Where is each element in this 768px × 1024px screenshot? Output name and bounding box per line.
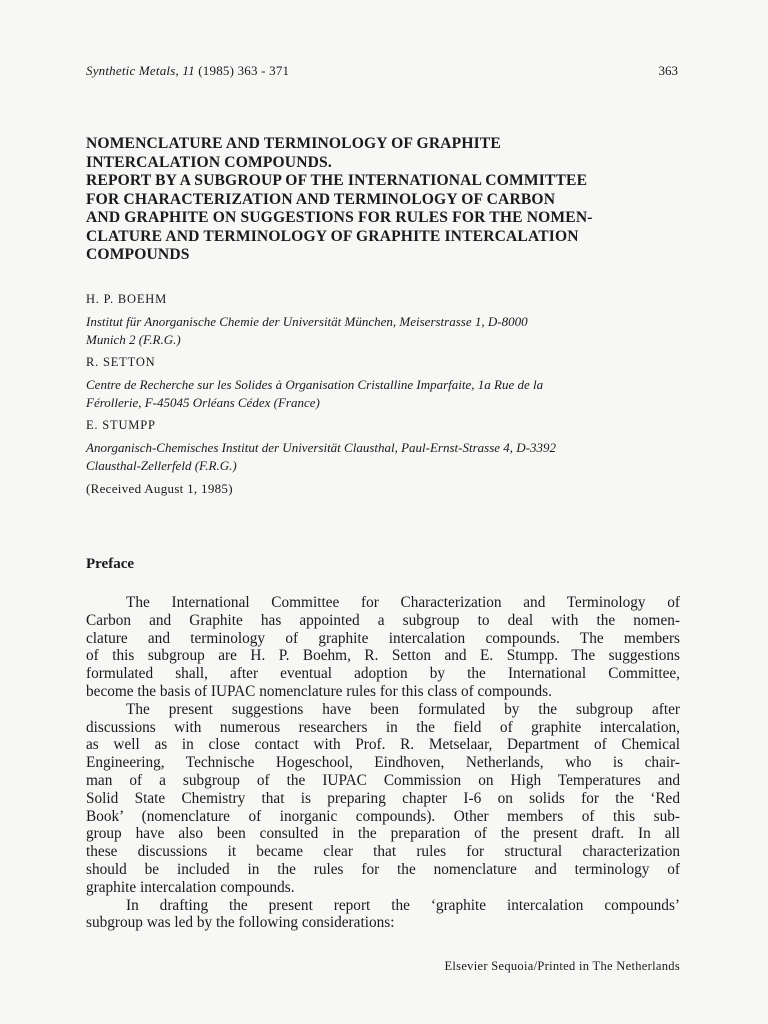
journal-name: Synthetic Metals,: [86, 63, 179, 78]
author-affiliation: [86, 313, 686, 348]
author-block: [86, 292, 686, 497]
journal-citation: [86, 63, 289, 79]
section-heading-preface: Preface: [86, 556, 135, 572]
body-line: The present suggestions have been formulated by the subgroup after: [126, 700, 680, 718]
body-line: Solid State Chemistry that is preparing chapter I-6 on solids for the ‘Red: [86, 789, 680, 807]
title-line: REPORT BY A SUBGROUP OF THE INTERNATIONAL COMMITTEE: [86, 172, 588, 189]
affiliation-line: Anorganisch-Chemisches Institut der Universität Clausthal, Paul-Ernst-Strasse 4, D-3392: [86, 440, 557, 455]
body-line: Book’ (nomenclature of inorganic compounds). Other members of this sub-: [86, 807, 680, 825]
author-affiliation: [86, 376, 686, 411]
body-line: graphite intercalation compounds.: [86, 878, 295, 896]
body-line: as well as in close contact with Prof. R. Metselaar, Department of Chemical: [86, 736, 680, 754]
page-number: 363: [658, 63, 678, 78]
body-line: group have also been consulted in the preparation of the present draft. In all: [86, 825, 680, 843]
body-line: formulated shall, after eventual adoption by the International Committee,: [86, 665, 680, 683]
body-line: man of a subgroup of the IUPAC Commission on High Temperatures and: [86, 771, 680, 789]
author-affiliation: [86, 439, 686, 474]
body-line: In drafting the present report the ‘graphite intercalation compounds’: [126, 896, 680, 914]
title-line: CLATURE AND TERMINOLOGY OF GRAPHITE INTERCALATION: [86, 227, 579, 245]
title-line: AND GRAPHITE ON SUGGESTIONS FOR RULES FOR THE NOMEN-: [86, 209, 593, 226]
affiliation-line: Institut für Anorganische Chemie der Universität München, Meiserstrasse 1, D-8000: [86, 314, 528, 329]
body-line: of this subgroup are H. P. Boehm, R. Setton and E. Stumpp. The suggestions: [86, 647, 680, 665]
body-line: The International Committee for Characterization and Terminology of: [126, 594, 680, 611]
body-line: should be included in the rules for the nomenclature and terminology of: [86, 860, 680, 878]
article-title: [86, 135, 686, 265]
body-line: become the basis of IUPAC nomenclature rules for this class of compounds.: [86, 682, 552, 700]
body-line: Engineering, Technische Hogeschool, Eindhoven, Netherlands, who is chair-: [86, 754, 680, 772]
journal-volume: 11: [182, 63, 195, 78]
received-date: (Received August 1, 1985): [86, 481, 233, 496]
affiliation-line: Centre de Recherche sur les Solides à Organisation Cristalline Imparfaite, 1a Rue de la: [86, 377, 544, 392]
journal-year-pages: (1985) 363 - 371: [198, 63, 290, 78]
title-line: COMPOUNDS: [86, 246, 190, 263]
preface-body: [86, 594, 680, 932]
affiliation-line: Munich 2 (F.R.G.): [86, 331, 181, 347]
publisher-footer: Elsevier Sequoia/Printed in The Netherlands: [444, 959, 680, 973]
body-line: these discussions it became clear that rules for structural characterization: [86, 843, 680, 861]
body-line: discussions with numerous researchers in the field of graphite intercalation,: [86, 718, 680, 736]
affiliation-line: Clausthal-Zellerfeld (F.R.G.): [86, 457, 237, 473]
title-line: NOMENCLATURE AND TERMINOLOGY OF GRAPHITE: [86, 135, 501, 152]
body-line: clature and terminology of graphite intercalation compounds. The members: [86, 629, 680, 647]
author-name: R. SETTON: [86, 355, 156, 369]
author-name: E. STUMPP: [86, 418, 156, 432]
body-line: Carbon and Graphite has appointed a subgroup to deal with the nomen-: [86, 611, 680, 629]
title-line: FOR CHARACTERIZATION AND TERMINOLOGY OF CARBON: [86, 190, 556, 208]
body-line: subgroup was led by the following considerations:: [86, 914, 395, 932]
author-name: H. P. BOEHM: [86, 292, 168, 306]
affiliation-line: Férollerie, F-45045 Orléans Cédex (France): [86, 394, 320, 410]
title-line: INTERCALATION COMPOUNDS.: [86, 153, 332, 171]
